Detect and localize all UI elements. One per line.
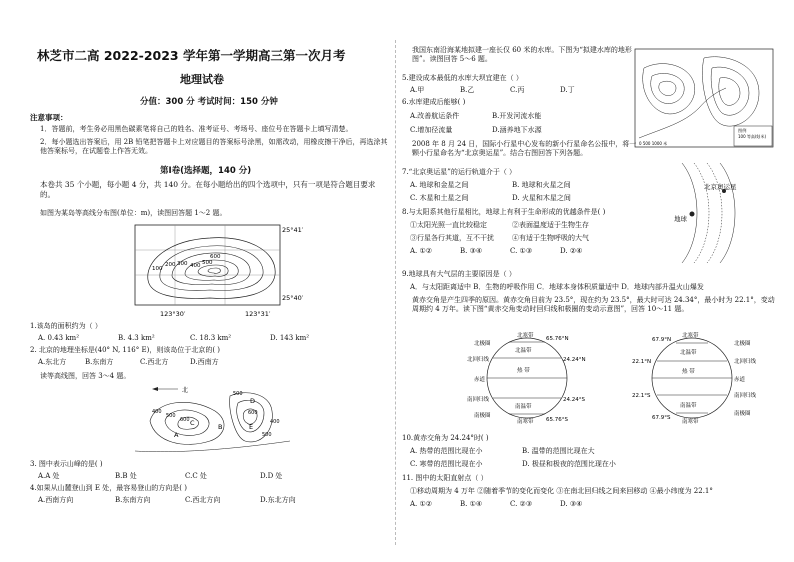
q11-choice-a: A. ①② [410, 500, 433, 508]
orbit-label-earth: 地球 [674, 215, 687, 223]
q9-options: A．与太阳距离适中 B．生物的呼吸作用 C．地球本身体积质量适中 D．地球内部升温火山爆发 [410, 283, 704, 291]
question-4: 4.如果从山麓登山到 E 处，最容易登山的方向是( ) [30, 484, 187, 492]
notice-heading: 注意事项： [30, 113, 68, 122]
q3-option-a: A.A 处 [38, 472, 60, 480]
globe2-label: 南回归线 [734, 393, 757, 399]
q5-intro: 我国东南沿海某地拟建一座长仅 60 米的水库。下图为“拟建水库的地形图”。读图回答 5～6 题。 [412, 46, 632, 64]
q1-option-a: A. 0.43 km² [38, 334, 80, 342]
q8-statement-3: ③行星各行其道，互不干扰 [410, 234, 494, 242]
map1-lat-bottom: 25°40′ [282, 294, 304, 302]
map2-contour-label: 500 [166, 413, 176, 419]
part-title: 第Ⅰ卷(选择题，140 分) [160, 166, 252, 176]
globe1-label: 南回归线 [467, 397, 490, 403]
map2-label-c: C [190, 419, 195, 427]
q8-choice-c: C. ①③ [510, 247, 533, 255]
q11-choice-b: B. ①④ [460, 500, 483, 508]
q11-choice-d: D. ③④ [560, 500, 583, 508]
q4-option-c: C.西北方向 [185, 496, 221, 504]
globe2-lat: 22.1°S [632, 393, 651, 399]
q3-option-d: D.D 处 [260, 472, 283, 480]
contour-map-2 [130, 381, 310, 456]
q2-option-b: B.东南方 [85, 358, 114, 366]
q1-option-d: D. 143 km² [270, 334, 310, 342]
notice-1: 1．答题前，考生务必用黑色碳素笔将自己的姓名、准考证号、考场号、座位号在答题卡上填写清楚。 [40, 125, 353, 133]
globe1-label: 南极圈 [474, 413, 491, 419]
question-9: 9.地球具有大气层的主要原因是（ ） [402, 270, 516, 278]
q6-option-a: A.改善航运条件 [410, 112, 460, 120]
map1-lon-right: 123°31′ [245, 310, 271, 318]
globe2-label: 北回归线 [734, 359, 757, 365]
question-1: 1.该岛的面积约为（ ） [30, 322, 102, 330]
map2-caption: 读等高线图，回答 3～4 题。 [40, 372, 131, 380]
q4-option-a: A.西南方向 [38, 496, 74, 504]
q2-option-a: A.东北方 [38, 358, 67, 366]
question-2: 2. 北京的地理坐标是(40° N, 116° E)，则该岛位于北京的( ) [30, 346, 221, 354]
part-intro: 本卷共 35 个小题，每小题 4 分，共 140 分。在每小题给出的四个选项中，只有一项是符合题目要求的。 [40, 180, 376, 200]
globe1-label: 北回归线 [467, 357, 490, 363]
globe-right [632, 331, 757, 425]
globe1-label: 北温带 [515, 348, 532, 354]
globe2-label: 热 带 [682, 369, 695, 375]
q7-option-b: B. 地球和火星之间 [512, 181, 571, 189]
globe2-label: 南寒带 [682, 419, 699, 425]
q10-intro: 黄赤交角是产生四季的原因。黄赤交角目前为 23.5°，现在约为 23.5°，最大时可达 24.34°，最小时为 22.1°，变动周期约 4 万年。读下图“黄赤交角变动时回归线和极圈的变动示意图”，回答 10～11 题。 [412, 296, 775, 314]
map1-caption: 如图为某岛等高线分布图(单位：m)，读图回答题 1～2 题。 [40, 209, 227, 217]
orbit-diagram [652, 158, 777, 268]
globe1-label: 南温带 [515, 404, 532, 410]
question-6: 6.水库建成后能够( ) [402, 98, 466, 106]
map1-contour-label: 100 [152, 266, 163, 272]
globe2-label: 赤道 [734, 377, 746, 383]
q1-option-b: B. 4.3 km² [118, 334, 155, 342]
q8-choice-d: D. ②④ [560, 247, 583, 255]
q6-option-c: C.增加径流量 [410, 126, 453, 134]
q7-option-a: A. 地球和金星之间 [410, 181, 469, 189]
globe1-label: 北极圈 [474, 341, 491, 347]
map2-contour-label: 600 [248, 410, 258, 416]
map3-legend-contour: 100 等高线(米) [738, 134, 767, 139]
q8-choice-a: A. ①② [410, 247, 433, 255]
map3-scale: 0 500 1000 米 [639, 141, 668, 146]
globe2-lat: 22.1°N [632, 359, 652, 365]
q7-intro: 2008 年 8 月 24 日，国际小行星中心发布的新小行星命名公报中，将一颗小行星命名为“北京奥运星”。结合右图回答下列各题。 [412, 140, 637, 158]
globe2-label: 北极圈 [734, 341, 751, 347]
score-line: 分值：300 分 考试时间：150 分钟 [140, 97, 278, 107]
map1-contour-label: 400 [190, 263, 201, 269]
exam-subtitle: 地理试卷 [180, 73, 224, 86]
q4-option-b: B.东南方向 [115, 496, 151, 504]
question-5: 5.建设成本最低的水库大坝宜建在（ ） [402, 74, 523, 82]
globe1-lat: 24.24°N [563, 357, 586, 363]
map2-contour-label: 500 [233, 391, 243, 397]
map1-contour-label: 300 [177, 261, 188, 267]
map2-label-d: D [250, 397, 256, 405]
globe1-lat: 65.76°N [546, 336, 569, 342]
globe2-label: 北寒带 [682, 333, 699, 339]
globe1-label: 赤道 [474, 377, 486, 383]
globe2-label: 南温带 [680, 403, 697, 409]
north-arrow-label: 北 [182, 387, 189, 394]
q2-option-c: C.西北方 [140, 358, 169, 366]
map2-contour-label: 500 [262, 432, 272, 438]
question-8: 8.与太阳系其他行星相比，地球上有利于生命形成的优越条件是( ) [402, 208, 606, 216]
q11-statements: ①移动周期为 4 万年 ②随着季节的变化而变化 ③在南北回归线之间来回移动 ④最小纬度为 22.1° [410, 487, 713, 495]
globe1-label: 南寒带 [517, 419, 534, 425]
notice-2: 2．每小题选出答案后，用 2B 铅笔把答题卡上对应题目的答案标号涂黑，如需改动，用橡皮擦干净后，再选涂其他答案标号，在试题卷上作答无效。 [40, 138, 388, 156]
q2-option-d: D.西南方 [190, 358, 219, 366]
q10-option-a: A. 热带的范围比现在小 [410, 447, 483, 455]
map1-contour-label: 500 [202, 260, 213, 266]
map2-label-b: B [218, 423, 223, 431]
question-10: 10.黄赤交角为 24.24°时( ) [402, 434, 489, 442]
question-7: 7.“北京奥运星”的运行轨道介于（ ） [402, 168, 517, 176]
q7-option-c: C. 木星和土星之间 [410, 194, 469, 202]
column-divider [395, 40, 396, 545]
globe1-label: 北寒带 [517, 333, 534, 339]
globe2-lat: 67.9°S [652, 415, 671, 421]
q8-statement-4: ④有适于生物呼吸的大气 [512, 234, 589, 242]
q1-option-c: C. 18.3 km² [190, 334, 232, 342]
q5-option-b: B.乙 [460, 86, 475, 94]
q4-option-d: D.东北方向 [260, 496, 296, 504]
q7-option-d: D. 火星和木星之间 [512, 194, 571, 202]
globe1-lat: 65.76°S [546, 417, 568, 423]
q6-option-b: B.开发河流水能 [492, 112, 542, 120]
globe2-lat: 67.9°N [652, 337, 672, 343]
globe1-lat: 24.24°S [563, 397, 585, 403]
map1-lon-left: 123°30′ [160, 310, 186, 318]
globe2-label: 北温带 [680, 350, 697, 356]
map2-label-e: E [249, 423, 254, 431]
q11-choice-c: C. ②③ [510, 500, 533, 508]
orbit-label-olympic-star: 北京奥运星 [704, 183, 737, 191]
map2-label-a: A [174, 431, 179, 439]
map1-contour-label: 600 [210, 254, 221, 260]
reservoir-contour-map [634, 48, 774, 148]
map3-legend-title: 图例 [738, 128, 747, 133]
q6-option-d: D.涵养地下水源 [492, 126, 542, 134]
map2-contour-label: 600 [180, 417, 190, 423]
q3-option-b: B.B 处 [115, 472, 137, 480]
map1-lat-top: 25°41′ [282, 226, 304, 234]
q8-statement-2: ②表面温度适于生物生存 [512, 221, 589, 229]
map1-contour-label: 200 [165, 262, 176, 268]
q5-option-c: C.丙 [510, 86, 525, 94]
island-contour-map [130, 220, 350, 325]
question-11: 11. 图中的太阳直射点（ ） [402, 474, 488, 482]
map2-contour-label: 400 [152, 409, 162, 415]
q8-choice-b: B. ③④ [460, 247, 483, 255]
q10-option-b: B. 温带的范围比现在大 [522, 447, 595, 455]
q5-option-a: A.甲 [410, 86, 425, 94]
exam-title: 林芝市二高 2022-2023 学年第一学期高三第一次月考 [37, 48, 346, 63]
q5-option-d: D.丁 [560, 86, 575, 94]
globe-left [467, 331, 586, 425]
globe1-label: 热 带 [517, 368, 530, 374]
q10-option-c: C. 寒带的范围比现在小 [410, 460, 483, 468]
q8-statement-1: ①太阳光照一直比较稳定 [410, 221, 487, 229]
obliquity-globe-diagrams [467, 333, 772, 425]
q10-option-d: D. 极昼和极夜的范围比现在小 [522, 460, 616, 468]
question-3: 3. 图中表示山峰的是( ) [30, 460, 103, 468]
q3-option-c: C.C 处 [185, 472, 207, 480]
globe2-label: 南极圈 [734, 411, 751, 417]
map2-contour-label: 400 [270, 419, 280, 425]
